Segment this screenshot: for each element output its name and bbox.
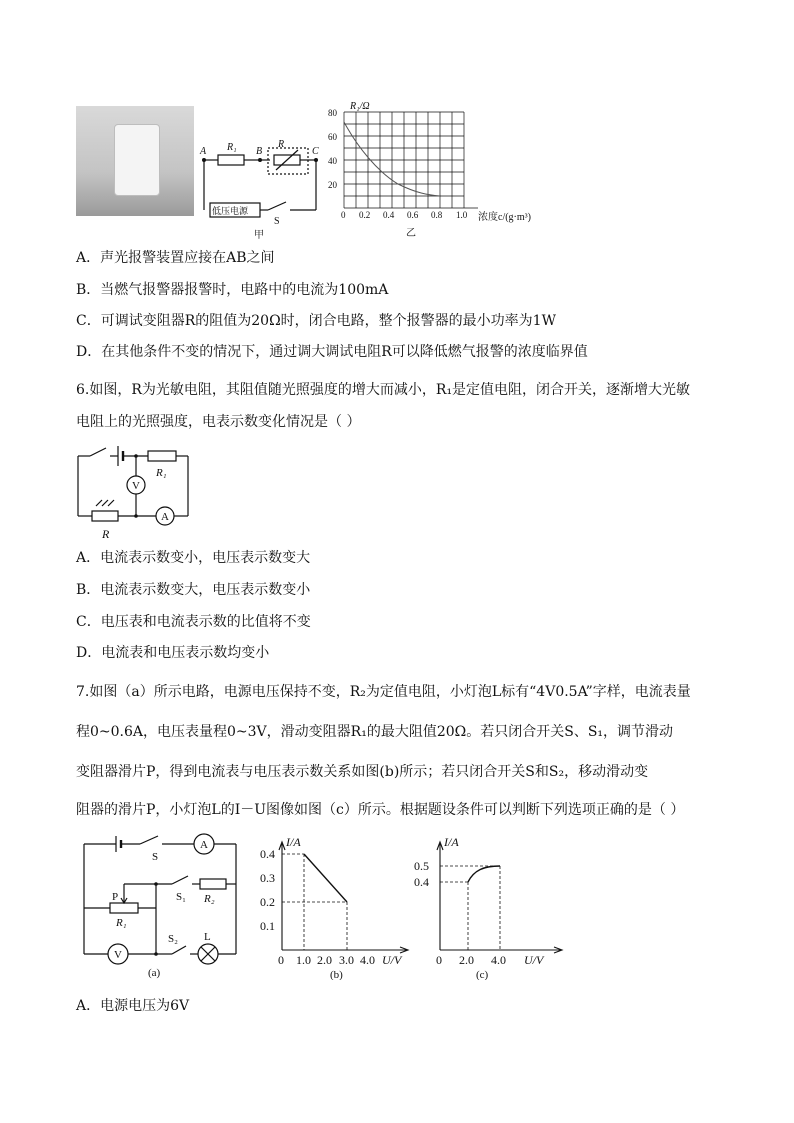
graph-ytick: 0.3 <box>260 871 275 885</box>
resistance-concentration-graph <box>328 100 558 240</box>
graph-ytick: 20 <box>328 180 337 190</box>
switch-s1-label: S₁ <box>176 891 186 903</box>
graph-x-label: 浓度c/(g·m³) <box>478 212 531 223</box>
graph-ytick: 40 <box>328 156 337 166</box>
q6-stem-line-1: 6.如图，R为光敏电阻，其阻值随光照强度的增大而减小，R₁是定值电阻，闭合开关，逐渐增大光敏 <box>76 382 691 398</box>
q6-option-c: C．电压表和电流表示数的比值将不变 <box>76 614 311 630</box>
voltmeter-symbol: V <box>132 480 140 492</box>
gas-detector-photo <box>76 106 194 216</box>
graph-y-label: R₁/Ω <box>350 101 370 112</box>
graph-xtick: 3.0 <box>339 953 354 967</box>
graph-xtick: 4.0 <box>491 953 506 967</box>
graph-y-label: I/A <box>444 835 459 849</box>
graph-xtick: 0 <box>436 953 442 967</box>
figure-c-caption: (c) <box>476 969 489 980</box>
detector-device-image <box>114 124 160 196</box>
q7-stem-line-1: 7.如图（a）所示电路，电源电压保持不变，R₂为定值电阻，小灯泡L标有“4V0.5A”字样，电流表量 <box>76 684 691 700</box>
graph-xtick: 0.6 <box>407 210 419 220</box>
node-c-label: C <box>312 146 319 157</box>
graph-xtick: 0.4 <box>383 210 395 220</box>
lamp-l-label: L <box>204 931 211 943</box>
graph-ytick: 0.4 <box>260 847 275 861</box>
circuit-caption: 甲 <box>254 230 264 240</box>
figure-a-circuit <box>76 830 246 980</box>
q5-option-b: B．当燃气报警器报警时，电路中的电流为100mA <box>76 282 389 298</box>
graph-xtick: 0.2 <box>359 210 371 220</box>
graph-x-label: U/V <box>382 953 402 967</box>
voltmeter-symbol: V <box>114 949 122 961</box>
graph-caption: 乙 <box>406 228 416 239</box>
photoresistor-circuit-diagram <box>70 440 200 540</box>
graph-xtick: 1.0 <box>296 953 311 967</box>
graph-xtick: 4.0 <box>360 953 375 967</box>
graph-xtick: 0 <box>278 953 284 967</box>
graph-y-label: I/A <box>286 835 301 849</box>
graph-ytick: 0.4 <box>414 875 429 889</box>
r2-label: R₂ <box>204 893 215 905</box>
ammeter-symbol: A <box>161 511 169 523</box>
ammeter-symbol: A <box>200 839 208 851</box>
graph-xtick: 2.0 <box>459 953 474 967</box>
graph-xtick: 0 <box>341 210 346 220</box>
figure-b-graph <box>258 830 418 980</box>
node-b-label: B <box>256 146 263 157</box>
figure-c-graph <box>412 830 572 980</box>
q5-option-c: C．可调试变阻器R的阻值为20Ω时，闭合电路，整个报警器的最小功率为1W <box>76 313 556 329</box>
graph-xtick: 0.8 <box>431 210 443 220</box>
switch-s-label: S <box>152 851 159 863</box>
slider-p-label: P <box>112 891 119 903</box>
figure-b-caption: (b) <box>330 969 343 980</box>
q7-stem-line-2: 程0~0.6A，电压表量程0~3V，滑动变阻器R₁的最大阻值20Ω。若只闭合开关S、S₁，调节滑动 <box>76 724 674 740</box>
power-source-label: 低压电源 <box>212 206 249 216</box>
graph-ytick: 0.2 <box>260 895 275 909</box>
q7-stem-line-3: 变阻器滑片P，得到电流表与电压表示数关系如图(b)所示；若只闭合开关S和S₂，移动滑动变 <box>76 764 649 780</box>
graph-xtick: 1.0 <box>456 210 468 220</box>
q6-option-d: D．电流表和电压表示数均变小 <box>76 645 270 661</box>
q6-option-a: A．电流表示数变小，电压表示数变大 <box>76 550 311 566</box>
graph-ytick: 0.5 <box>414 859 429 873</box>
r1-label: R₁ <box>116 917 127 929</box>
q7-stem-line-4: 阻器的滑片P，小灯泡L的I－U图像如图（c）所示。根据题设条件可以判断下列选项正确的是（ ） <box>76 802 685 818</box>
q5-option-d: D．在其他条件不变的情况下，通过调大调试电阻R可以降低燃气报警的浓度临界值 <box>76 344 588 360</box>
graph-ytick: 60 <box>328 132 337 142</box>
node-a-label: A <box>200 146 207 157</box>
r1-label: R₁ <box>156 467 167 479</box>
photoresistor-label: R <box>102 527 110 540</box>
q5-option-a: A．声光报警装置应接在AB之间 <box>76 250 275 266</box>
graph-ytick: 80 <box>328 108 337 118</box>
q7-option-a: A．电源电压为6V <box>76 998 190 1014</box>
q6-option-b: B．电流表示数变大，电压表示数变小 <box>76 582 311 598</box>
r1-label: R₁ <box>227 142 237 153</box>
graph-ytick: 0.1 <box>260 919 275 933</box>
graph-x-label: U/V <box>524 953 544 967</box>
r-label: R <box>278 139 285 150</box>
figure-a-caption: (a) <box>148 967 161 979</box>
switch-label: S <box>274 216 280 227</box>
alarm-circuit-diagram <box>198 130 328 240</box>
q6-stem-line-2: 电阻上的光照强度，电表示数变化情况是（ ） <box>76 414 361 430</box>
graph-xtick: 2.0 <box>317 953 332 967</box>
switch-s2-label: S₂ <box>168 933 178 945</box>
